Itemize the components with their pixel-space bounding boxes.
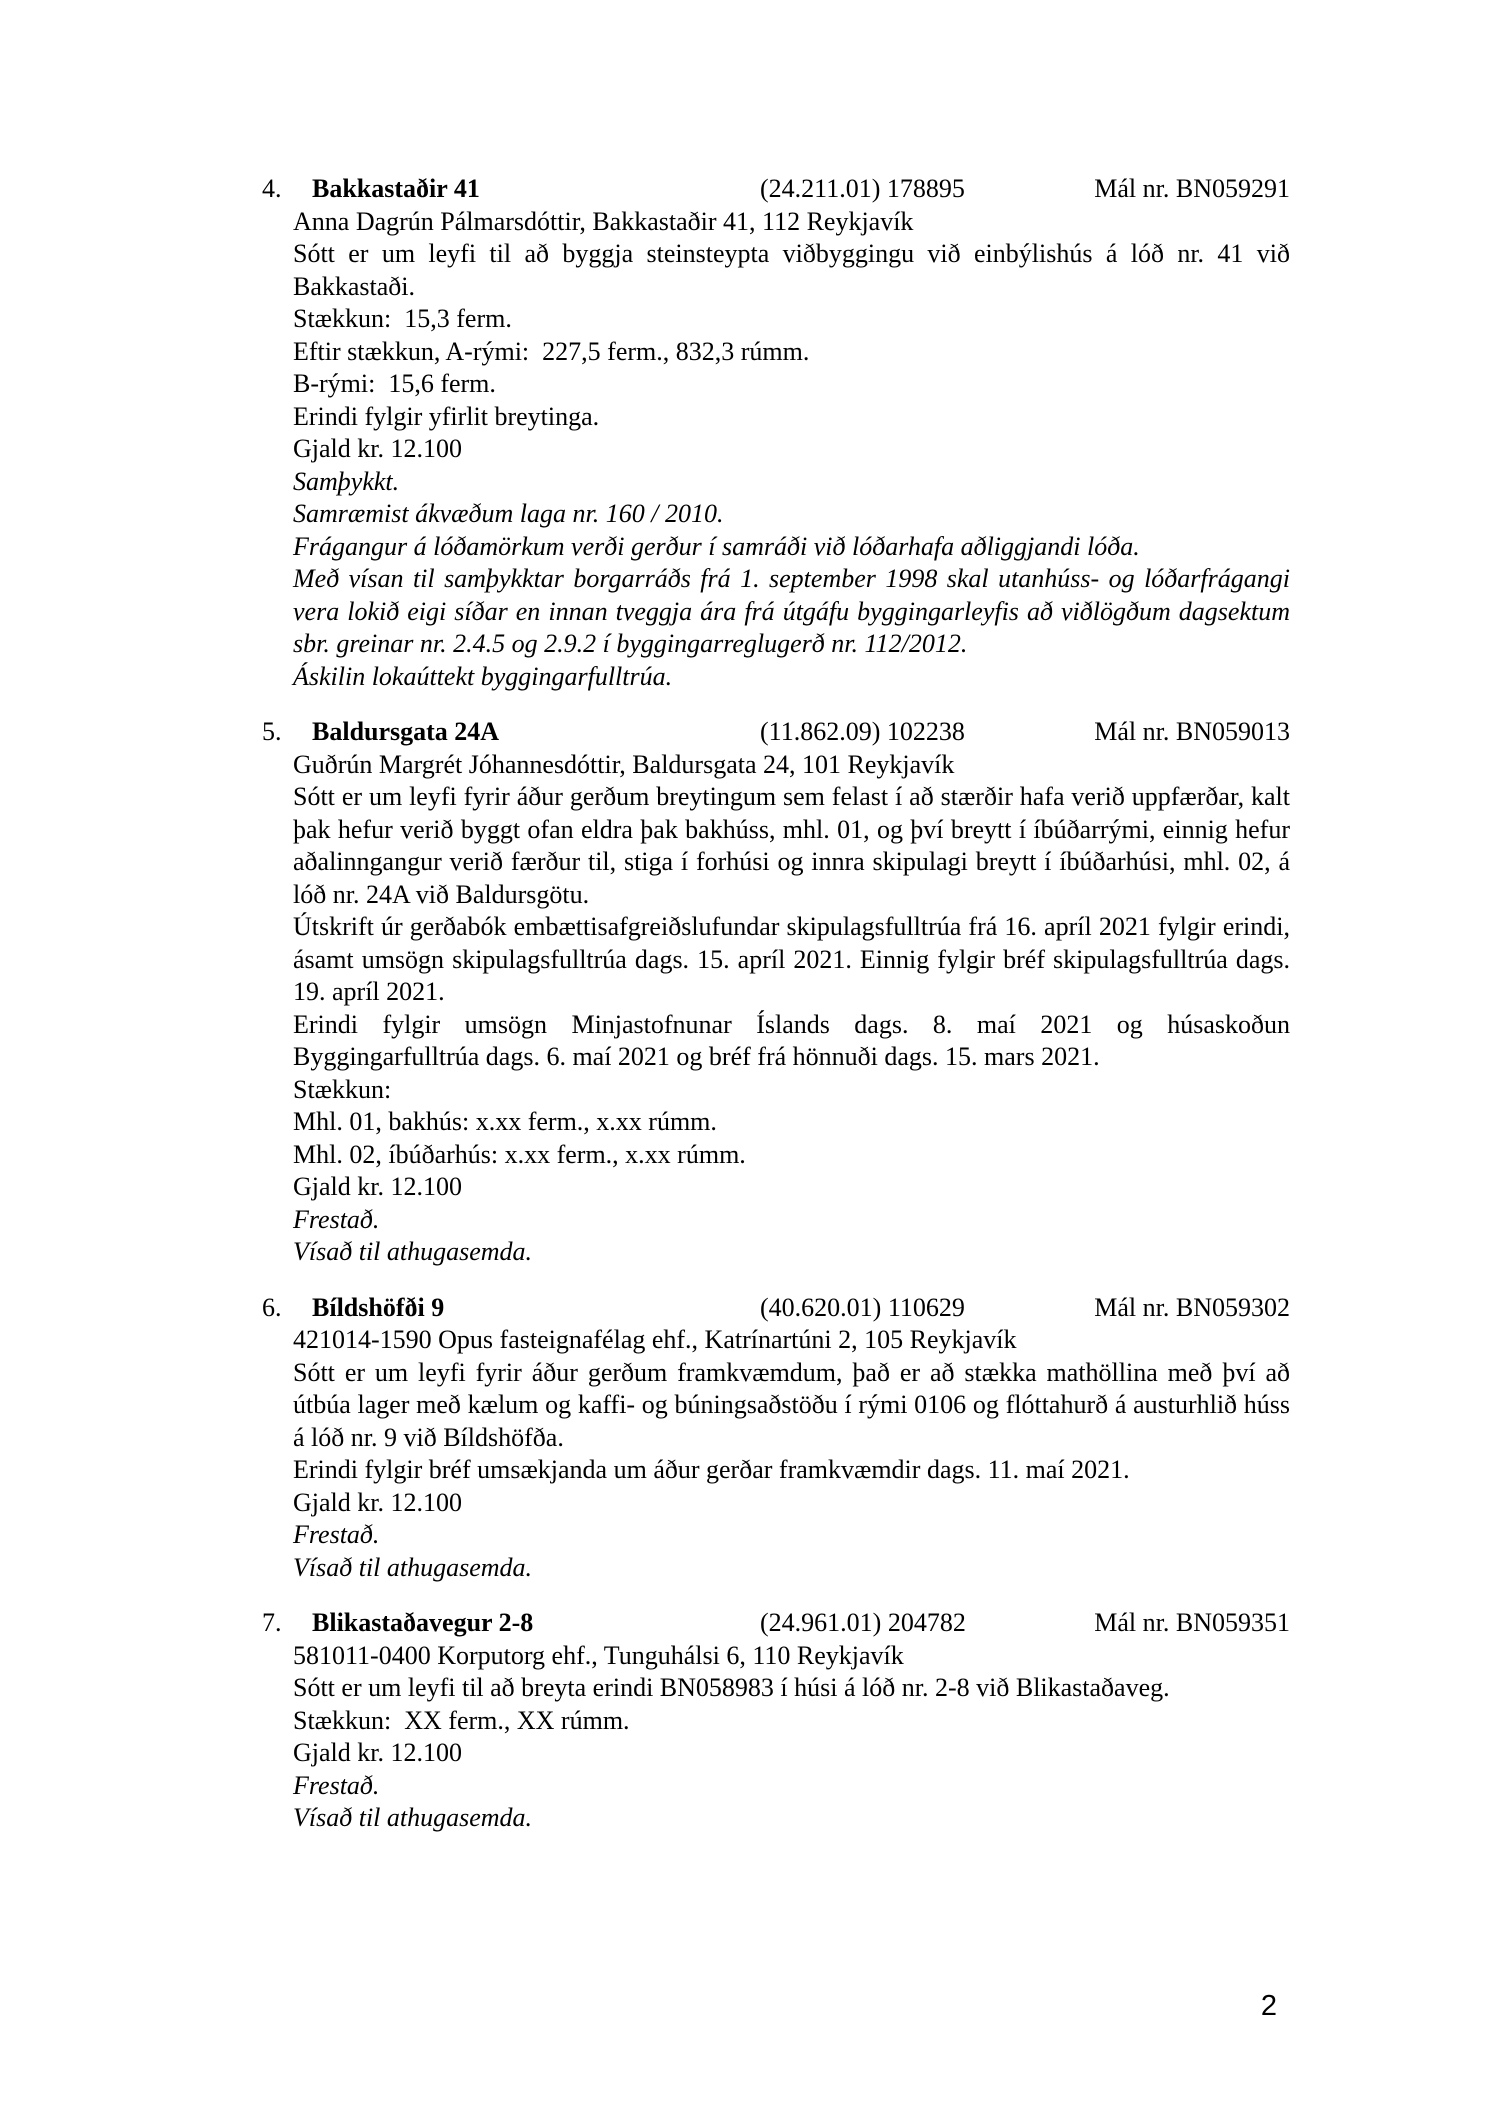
item-header: [262, 716, 1290, 749]
body-paragraph: Gjald kr. 12.100: [293, 1487, 462, 1517]
minutes-item: [262, 1292, 1297, 1585]
body-paragraph: Stækkun:: [293, 1074, 392, 1104]
item-reference: (24.961.01) 204782: [760, 1608, 966, 1637]
body-paragraph: Stækkun: 15,3 ferm.: [293, 304, 512, 333]
item-number: 7.: [262, 1608, 282, 1637]
item-title: Blikastaðavegur 2-8: [312, 1608, 534, 1637]
decision-line: Samþykkt.: [293, 466, 400, 496]
body-paragraph: Erindi fylgir umsögn Minjastofnunar Íslands dags. 8. maí 2021 og húsaskoðun Byggingarfulltrúa dags. 6. maí 2021 og bréf frá hönnuði dags. 15. mars 2021.: [293, 1009, 1297, 1071]
minutes-item: [262, 716, 1297, 1269]
owner-line: 421014-1590 Opus fasteignafélag ehf., Katrínartúni 2, 105 Reykjavík: [293, 1325, 1017, 1354]
item-title: Bakkastaðir 41: [312, 174, 480, 203]
owner-line: Guðrún Margrét Jóhannesdóttir, Baldursgata 24, 101 Reykjavík: [293, 749, 955, 779]
body-paragraph: Sótt er um leyfi fyrir áður gerðum framkvæmdum, það er að stækka mathöllina með því að útbúa lager með kælum og kaffi- og búningsaðstöðu í rými 0106 og flóttahurð á austurhlið húss á lóð nr. 9 við Bíldshöfða.: [293, 1357, 1297, 1452]
item-title: Bíldshöfði 9: [312, 1292, 445, 1322]
owner-line: 581011-0400 Korputorg ehf., Tunguhálsi 6, 110 Reykjavík: [293, 1640, 904, 1670]
body-paragraph: Sótt er um leyfi fyrir áður gerðum breytingum sem felast í að stærðir hafa verið uppfærðar, kalt þak hefur verið byggt ofan eldra þak bakhúss, mhl. 01, og því breytt í íbúðarrými, einnig hefur aðalinngangur verið færður til, stiga í forhúsi og innra skipulagi breytt í íbúðarhúsi, mhl. 02, á lóð nr. 24A við Baldursgötu.: [293, 782, 1297, 909]
body-paragraph: Sótt er um leyfi til að breyta erindi BN058983 í húsi á lóð nr. 2-8 við Blikastaðaveg.: [293, 1673, 1170, 1702]
item-title: Baldursgata 24A: [312, 717, 500, 746]
item-case-number: Mál nr. BN059351: [1094, 1608, 1290, 1637]
item-number: 6.: [262, 1292, 282, 1322]
body-paragraph: Eftir stækkun, A-rými: 227,5 ferm., 832,3 rúmm.: [293, 336, 810, 366]
page-number: 2: [1260, 1990, 1277, 2022]
decision-line: Samræmist ákvæðum laga nr. 160 / 2010.: [293, 499, 724, 528]
body-paragraph: Erindi fylgir bréf umsækjanda um áður gerðar framkvæmdir dags. 11. maí 2021.: [293, 1455, 1130, 1484]
body-paragraph: Erindi fylgir yfirlit breytinga.: [293, 401, 600, 431]
decision-line: Frestað.: [293, 1770, 380, 1800]
item-header: [262, 1292, 1290, 1325]
item-case-number: Mál nr. BN059291: [1094, 174, 1290, 203]
item-reference: (40.620.01) 110629: [760, 1292, 965, 1322]
body-paragraph: Gjald kr. 12.100: [293, 434, 462, 463]
decision-line: Vísað til athugasemda.: [293, 1237, 533, 1266]
owner-line: Anna Dagrún Pálmarsdóttir, Bakkastaðir 41, 112 Reykjavík: [293, 206, 914, 236]
item-reference: (24.211.01) 178895: [760, 174, 965, 203]
minutes-item: [262, 1607, 1290, 1835]
decision-line: Vísað til athugasemda.: [293, 1552, 533, 1582]
body-paragraph: Útskrift úr gerðabók embættisafgreiðslufundar skipulagsfulltrúa frá 16. apríl 2021 fylgir erindi, ásamt umsögn skipulagsfulltrúa dags. 15. apríl 2021. Einnig fylgir bréf skipulagsfulltrúa dags. 19. apríl 2021.: [293, 912, 1297, 1006]
item-number: 5.: [262, 717, 282, 746]
item-case-number: Mál nr. BN059013: [1094, 717, 1290, 746]
item-reference: (11.862.09) 102238: [760, 717, 965, 746]
item-header: [262, 173, 1290, 206]
decision-line: Vísað til athugasemda.: [293, 1803, 533, 1832]
decision-line: Frestað.: [293, 1204, 380, 1234]
decision-line: Frestað.: [293, 1520, 380, 1549]
decision-line: Áskilin lokaúttekt byggingarfulltrúa.: [293, 661, 673, 691]
body-paragraph: Gjald kr. 12.100: [293, 1172, 462, 1201]
decision-line: Með vísan til samþykktar borgarráðs frá 1. september 1998 skal utanhúss- og lóðarfrágangi vera lokið eigi síðar en innan tveggja ára frá útgáfu byggingarleyfis að viðlögðum dagsektum sbr. greinar nr. 2.4.5 og 2.9.2 í byggingarreglugerð nr. 112/2012.: [293, 564, 1297, 658]
minutes-item: [262, 173, 1297, 693]
body-paragraph: Sótt er um leyfi til að byggja steinsteypta viðbyggingu við einbýlishús á lóð nr. 41 við Bakkastaði.: [293, 239, 1297, 301]
decision-line: Frágangur á lóðamörkum verði gerður í samráði við lóðarhafa aðliggjandi lóða.: [293, 531, 1140, 561]
item-case-number: Mál nr. BN059302: [1094, 1292, 1290, 1322]
body-paragraph: B-rými: 15,6 ferm.: [293, 369, 496, 398]
item-header: [262, 1607, 1290, 1640]
body-paragraph: Mhl. 01, bakhús: x.xx ferm., x.xx rúmm.: [293, 1107, 717, 1136]
body-paragraph: Stækkun: XX ferm., XX rúmm.: [293, 1705, 630, 1735]
body-paragraph: Gjald kr. 12.100: [293, 1738, 462, 1767]
item-number: 4.: [262, 174, 282, 203]
body-paragraph: Mhl. 02, íbúðarhús: x.xx ferm., x.xx rúmm.: [293, 1139, 746, 1169]
